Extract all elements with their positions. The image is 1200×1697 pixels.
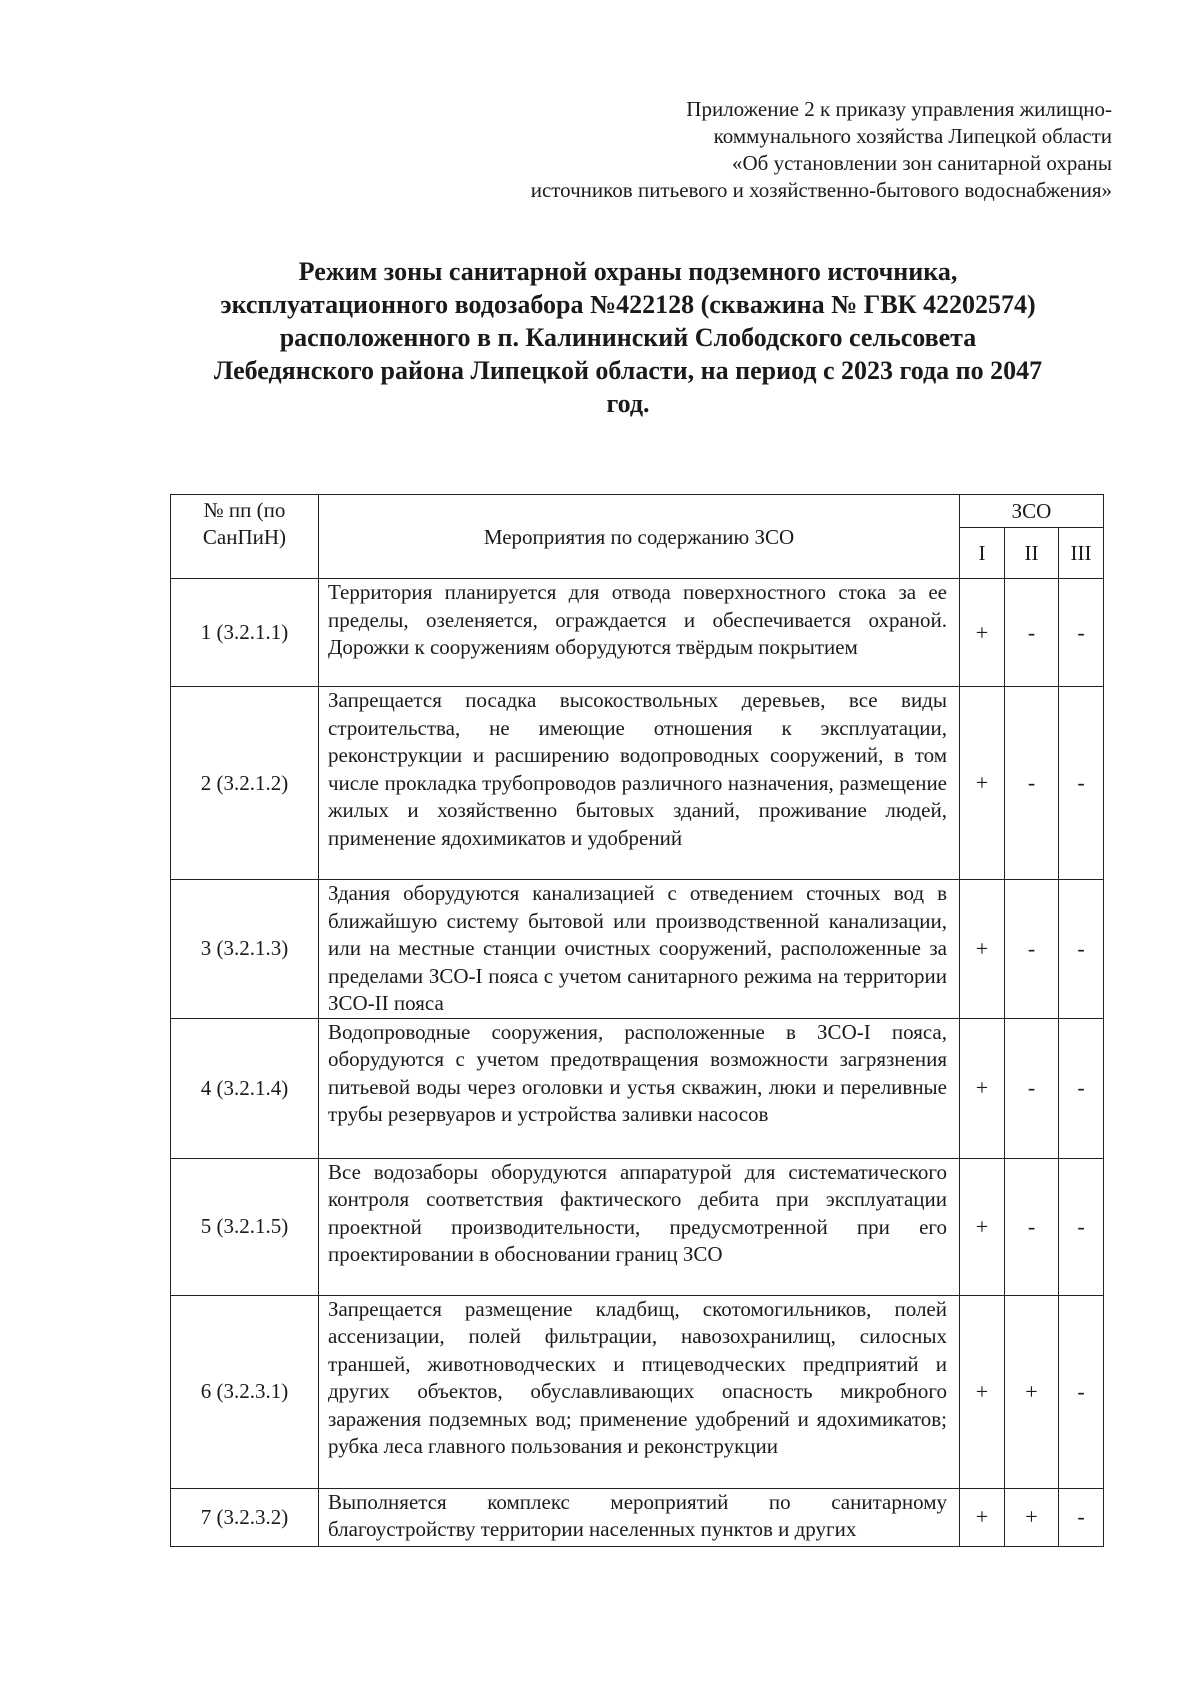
zone-2-mark: - — [1005, 1158, 1059, 1295]
table-row — [171, 1488, 1104, 1546]
zone-2-mark: - — [1005, 1018, 1059, 1158]
header-measures: Мероприятия по содержанию ЗСО — [319, 495, 960, 579]
row-number: 2 (3.2.1.2) — [171, 687, 319, 880]
row-text: Территория планируется для отвода поверхностного стока за ее пределы, озеленяется, ограждается и обеспечивается охраной. Дорожки к сооружениям оборудуются твёрдым покрытием — [319, 579, 960, 687]
title-line: Режим зоны санитарной охраны подземного источника, — [298, 257, 958, 286]
row-text: Запрещается посадка высокоствольных деревьев, все виды строительства, не имеющие отношения к эксплуатации, реконструкции и расширению водопроводных сооружений, в том числе прокладка трубопроводов различного назначения, размещение жилых и хозяйственно бытовых зданий, проживание людей, применение ядохимикатов и удобрений — [319, 687, 960, 880]
zone-1-mark: + — [960, 1488, 1005, 1546]
zone-2-mark: - — [1005, 880, 1059, 1019]
appendix-line: источников питьевого и хозяйственно-бытового водоснабжения» — [530, 178, 1112, 202]
row-number: 5 (3.2.1.5) — [171, 1158, 319, 1295]
header-zone-1: I — [960, 528, 1005, 579]
header-number-line: СанПиН) — [202, 525, 287, 549]
table-row — [171, 1018, 1104, 1158]
row-text: Запрещается размещение кладбищ, скотомогильников, полей ассенизации, полей фильтрации, навозохранилищ, силосных траншей, животноводческих и птицеводческих предприятий и других объектов, обуславливающих опасность микробного заражения подземных вод; применение удобрений и ядохимикатов; рубка леса главного пользования и реконструкции — [319, 1295, 960, 1488]
zone-2-mark: - — [1005, 687, 1059, 880]
appendix-line: «Об установлении зон санитарной охраны — [732, 151, 1112, 175]
zone-2-mark: + — [1005, 1488, 1059, 1546]
zone-1-mark: + — [960, 579, 1005, 687]
table-row — [171, 579, 1104, 687]
table-row — [171, 687, 1104, 880]
zone-3-mark: - — [1059, 1488, 1104, 1546]
row-text: Здания оборудуются канализацией с отведением сточных вод в ближайшую систему бытовой или производственной канализации, или на местные станции очистных сооружений, расположенные за пределами ЗСО-I пояса с учетом санитарного режима на территории ЗСО-II пояса — [319, 880, 960, 1019]
title-line: Лебедянского района Липецкой области, на период с 2023 года по 2047 — [213, 356, 1043, 385]
table-row — [171, 1295, 1104, 1488]
table-row — [171, 1158, 1104, 1295]
zone-3-mark: - — [1059, 579, 1104, 687]
header-number — [171, 495, 319, 579]
zone-3-mark: - — [1059, 880, 1104, 1019]
row-number: 4 (3.2.1.4) — [171, 1018, 319, 1158]
title-line: год. — [606, 389, 650, 418]
table-row — [171, 880, 1104, 1019]
row-number: 3 (3.2.1.3) — [171, 880, 319, 1019]
zone-1-mark: + — [960, 687, 1005, 880]
header-zone-3: III — [1059, 528, 1104, 579]
zone-1-mark: + — [960, 1018, 1005, 1158]
header-zso: ЗСО — [960, 495, 1104, 528]
zone-1-mark: + — [960, 880, 1005, 1019]
header-zone-2: II — [1005, 528, 1059, 579]
title-line: расположенного в п. Калининский Слободского сельсовета — [279, 323, 977, 352]
zone-1-mark: + — [960, 1158, 1005, 1295]
zone-3-mark: - — [1059, 687, 1104, 880]
document-title — [160, 255, 1096, 420]
row-number: 6 (3.2.3.1) — [171, 1295, 319, 1488]
appendix-line: Приложение 2 к приказу управления жилищно- — [686, 97, 1112, 121]
row-number: 1 (3.2.1.1) — [171, 579, 319, 687]
title-line: эксплуатационного водозабора №422128 (скважина № ГВК 42202574) — [220, 290, 1036, 319]
appendix-line: коммунального хозяйства Липецкой области — [713, 124, 1112, 148]
measures-table — [170, 494, 1104, 1547]
zone-1-mark: + — [960, 1295, 1005, 1488]
header-number-line: № пп (по — [203, 498, 286, 522]
table-header-row — [171, 495, 1104, 528]
zone-2-mark: + — [1005, 1295, 1059, 1488]
zone-3-mark: - — [1059, 1018, 1104, 1158]
zone-3-mark: - — [1059, 1295, 1104, 1488]
row-text: Выполняется комплекс мероприятий по санитарному благоустройству территории населенных пунктов и других — [319, 1488, 960, 1546]
zone-3-mark: - — [1059, 1158, 1104, 1295]
row-text: Все водозаборы оборудуются аппаратурой для систематического контроля соответствия фактического дебита при эксплуатации проектной производительности, предусмотренной при его проектировании в обосновании границ ЗСО — [319, 1158, 960, 1295]
zone-2-mark: - — [1005, 579, 1059, 687]
appendix-note — [392, 96, 1112, 204]
row-number: 7 (3.2.3.2) — [171, 1488, 319, 1546]
row-text: Водопроводные сооружения, расположенные в ЗСО-I пояса, оборудуются с учетом предотвращения возможности загрязнения питьевой воды через оголовки и устья скважин, люки и переливные трубы резервуаров и устройства заливки насосов — [319, 1018, 960, 1158]
